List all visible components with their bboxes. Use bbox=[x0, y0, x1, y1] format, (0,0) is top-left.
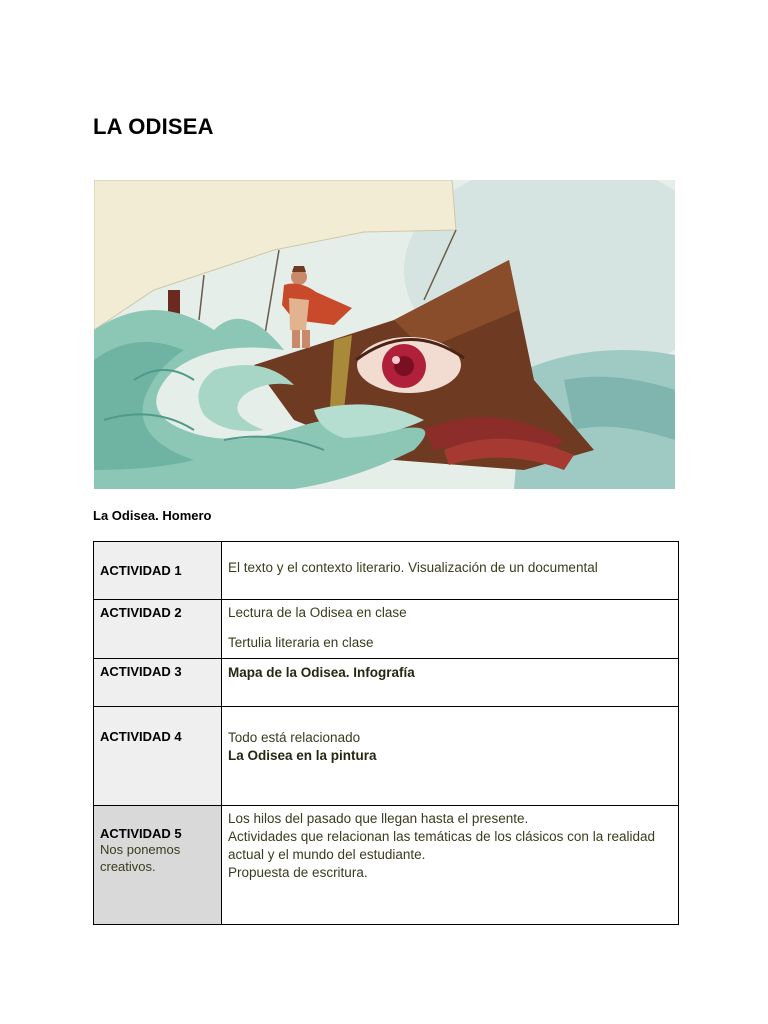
activity-description-cell bbox=[222, 806, 679, 925]
activity-bold-text: La Odisea en la pintura bbox=[228, 748, 377, 763]
table-row bbox=[94, 707, 679, 806]
activity-text: Actividades que relacionan las temáticas de los clásicos con la realidad actual y el mundo del estudiante. bbox=[228, 829, 655, 862]
activity-text: El texto y el contexto literario. Visualización de un documental bbox=[228, 560, 598, 575]
activity-description-cell bbox=[222, 707, 679, 806]
table-row bbox=[94, 542, 679, 600]
activity-text: Propuesta de escritura. bbox=[228, 865, 368, 880]
activity-label: ACTIVIDAD 2 bbox=[100, 605, 182, 620]
activity-description-cell bbox=[222, 659, 679, 707]
activity-sublabel: Nos ponemos creativos. bbox=[100, 842, 181, 874]
table-row bbox=[94, 600, 679, 659]
activity-text: Tertulia literaria en clase bbox=[228, 635, 374, 650]
activity-label: ACTIVIDAD 4 bbox=[100, 729, 182, 744]
image-caption: La Odisea. Homero bbox=[93, 508, 212, 523]
activity-label-cell bbox=[94, 542, 222, 600]
activity-bold-text: Mapa de la Odisea. Infografía bbox=[228, 665, 415, 680]
activity-label-cell bbox=[94, 659, 222, 707]
table-row bbox=[94, 659, 679, 707]
activity-label-cell bbox=[94, 806, 222, 925]
activity-label: ACTIVIDAD 1 bbox=[100, 563, 182, 578]
activity-text: Todo está relacionado bbox=[228, 730, 361, 745]
activity-description-cell bbox=[222, 600, 679, 659]
activity-label-cell bbox=[94, 600, 222, 659]
activity-label: ACTIVIDAD 3 bbox=[100, 664, 182, 679]
activity-description-cell bbox=[222, 542, 679, 600]
activity-text: Los hilos del pasado que llegan hasta el presente. bbox=[228, 811, 529, 826]
activity-label: ACTIVIDAD 5 bbox=[100, 826, 182, 841]
page-title: LA ODISEA bbox=[93, 114, 214, 139]
table-row bbox=[94, 806, 679, 925]
activity-text: Lectura de la Odisea en clase bbox=[228, 605, 407, 620]
activities-table bbox=[93, 541, 679, 925]
activity-label-cell bbox=[94, 707, 222, 806]
odyssey-illustration bbox=[94, 180, 675, 489]
